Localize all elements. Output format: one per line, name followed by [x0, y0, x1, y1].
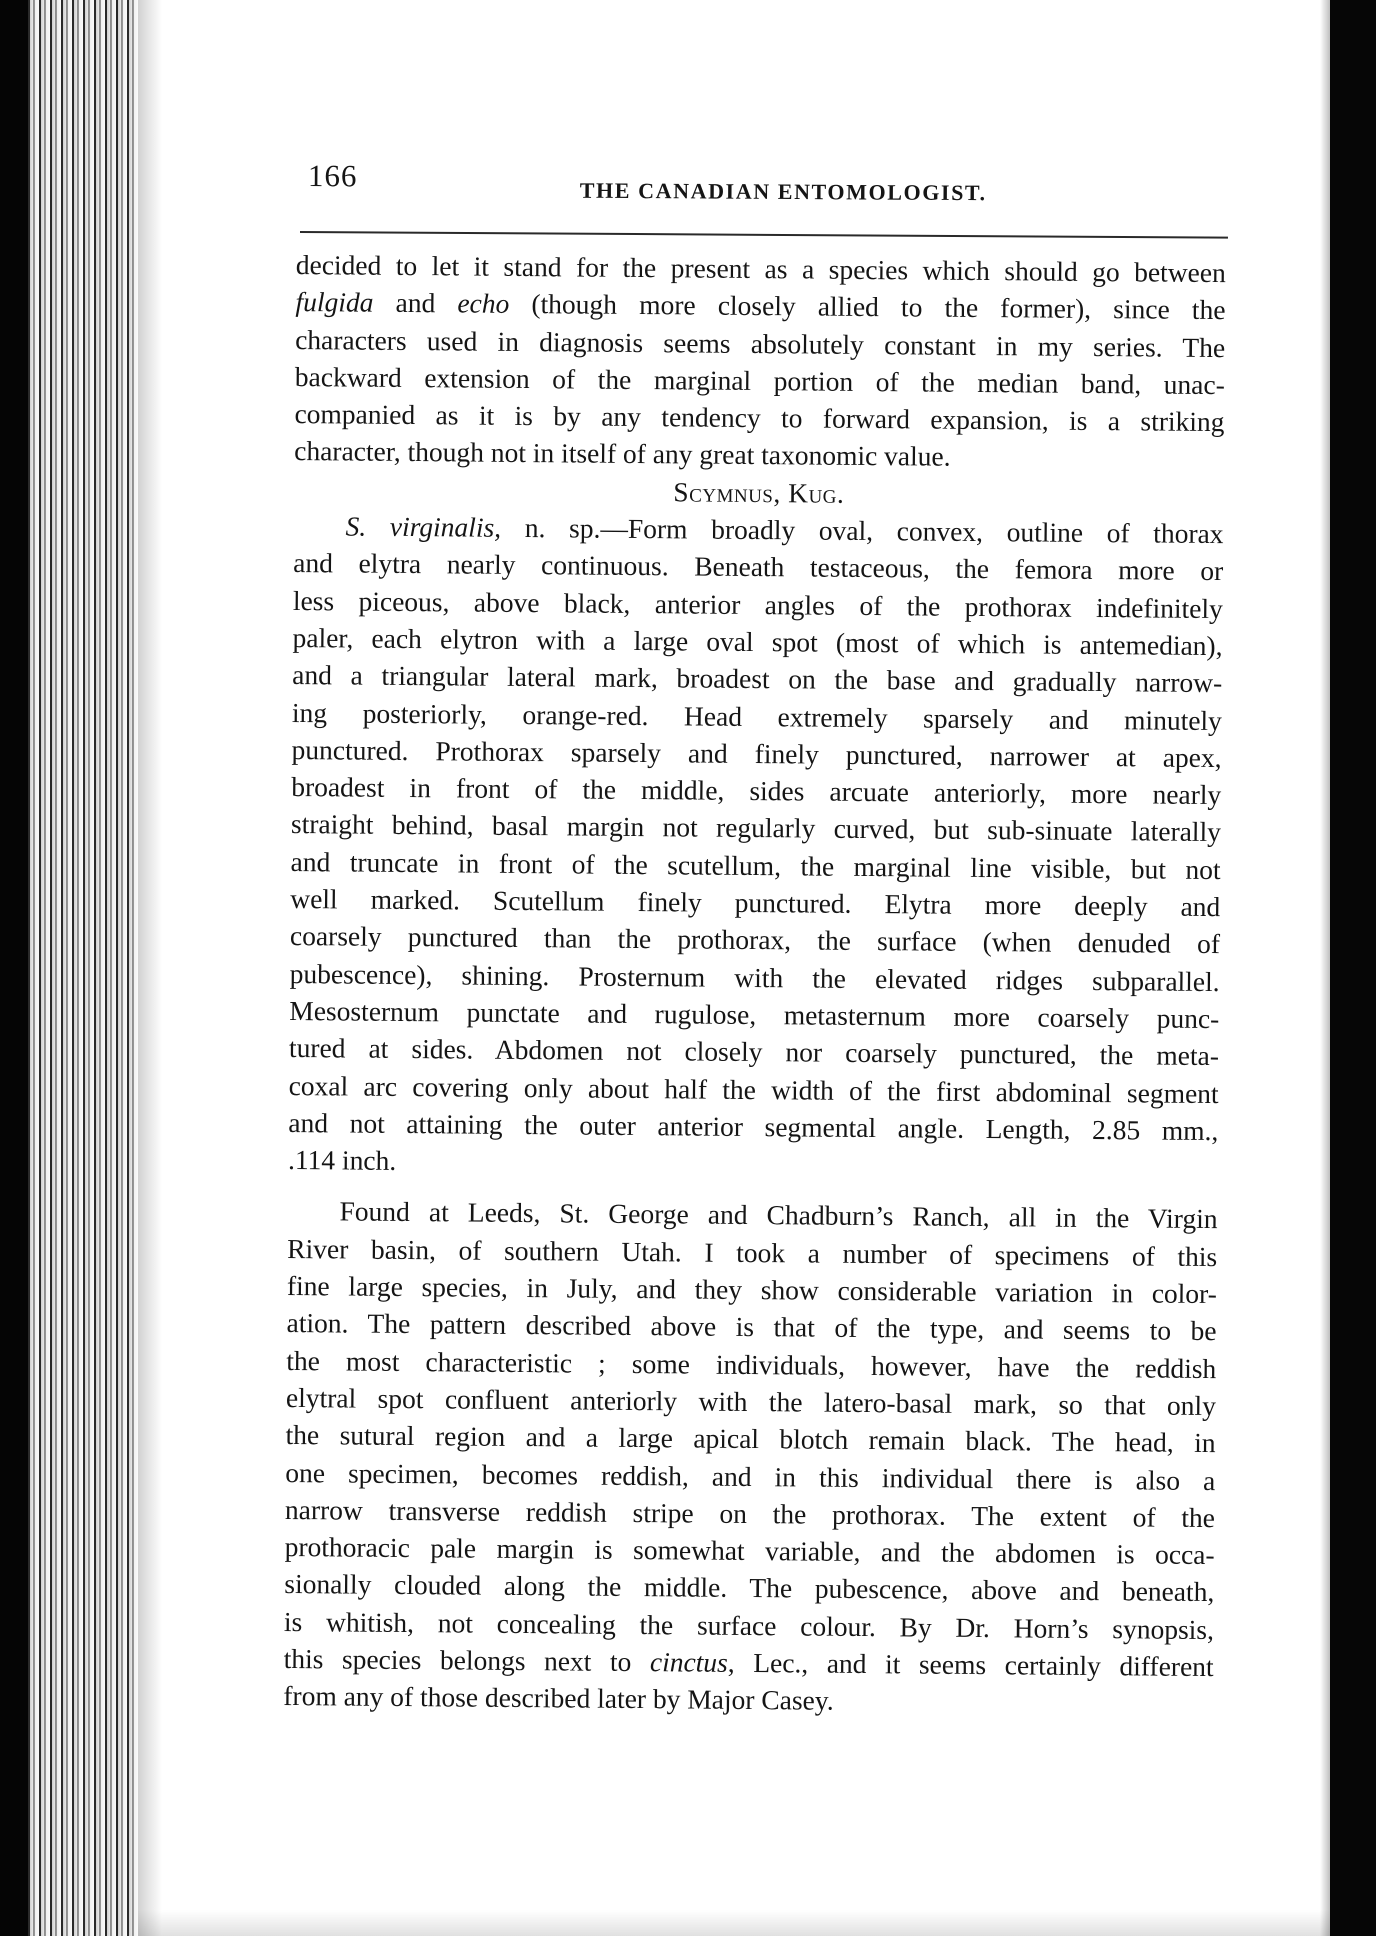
text-line: .114 inch. [287, 1144, 397, 1177]
text-run: and [373, 286, 458, 319]
species-name-cinctus: cinctus [649, 1646, 728, 1678]
species-name-fulgida: fulgida [295, 286, 374, 318]
text-run: River basin, of southern Utah. I took a number of specimens of this [287, 1232, 1218, 1272]
text-line: and a triangular lateral mark, broadest on the base and gradually narrow- [292, 659, 1223, 699]
text-run: decided to let it stand for the present as a species which should go between [295, 248, 1226, 289]
text-line: tured at sides. Abdomen not closely nor coarsely punctured, the meta- [288, 1032, 1220, 1072]
text-line: paler, each elytron with a large oval spot (most of which is antemedian), [292, 621, 1223, 662]
text-run: characters used in diagnosis seems absolutely constant in my series. The [295, 323, 1226, 363]
text-run: the sutural region and a large apical blotch remain black. The head, in [285, 1419, 1216, 1459]
header-rule [300, 231, 1228, 239]
text-run: elytral spot confluent anteriorly with the latero-basal mark, so that only [285, 1381, 1217, 1421]
running-head [300, 158, 1230, 214]
text-run: Found at Leeds, St. George and Chadburn’s Ranch, all in the Virgin [339, 1195, 1218, 1235]
species-name-virginalis: S. virginalis, [345, 510, 502, 543]
book-page-edges [28, 0, 138, 1936]
text-line [283, 1677, 1213, 1722]
page-shadow-bottom [138, 1910, 1330, 1936]
species-name-echo: echo [457, 287, 510, 320]
journal-title: THE CANADIAN ENTOMOLOGIST. [579, 177, 987, 206]
page-number: 166 [307, 158, 358, 194]
text-line: straight behind, basal margin not regularly curved, but sub-sinuate laterally [290, 808, 1222, 848]
text-line: pubescence), shining. Prosternum with the elevated ridges subparallel. [289, 957, 1220, 997]
text-line: well marked. Scutellum finely punctured. Elytra more deeply and [290, 883, 1221, 923]
text-run: n. sp.—Form broadly oval, convex, outline of thorax [500, 511, 1224, 550]
text-run: one specimen, becomes reddish, and in this individual there is also a [285, 1456, 1216, 1496]
paragraph-intro [294, 246, 1226, 478]
text-run: fine large species, in July, and they show considerable variation in color- [286, 1269, 1218, 1310]
text-line: coarsely punctured than the prothorax, the surface (when denuded of [289, 920, 1221, 960]
text-line: less piceous, above black, anterior angles of the prothorax indefinitely [292, 584, 1224, 624]
page-shadow-right [1320, 0, 1330, 1936]
text-run: from any of those described later by Major Casey. [283, 1680, 834, 1717]
paragraph-distribution [283, 1192, 1218, 1722]
text-run: sionally clouded along the middle. The pubescence, above and beneath, [284, 1568, 1215, 1608]
scan-border-right [1330, 0, 1376, 1936]
genus-heading: Scymnus, Kug. [673, 476, 845, 509]
text-run: backward extension of the marginal portion of the median band, unac- [294, 360, 1225, 401]
text-run: this species belongs next to [283, 1642, 651, 1678]
text-run: companied as it is by any tendency to forward expansion, is a striking [294, 398, 1225, 438]
text-run: , Lec., and it seems certainly different [727, 1646, 1214, 1683]
text-line: broadest in front of the middle, sides arcuate anteriorly, more nearly [291, 771, 1222, 811]
text-run: (though more closely allied to the former), since the [509, 288, 1226, 326]
page-body [283, 246, 1226, 1723]
text-line: ing posteriorly, orange-red. Head extremely sparsely and minutely [291, 696, 1223, 736]
text-run: narrow transverse reddish stripe on the prothorax. The extent of the [284, 1493, 1216, 1533]
text-line: and truncate in front of the scutellum, the marginal line visible, but not [290, 845, 1221, 885]
text-line: and not attaining the outer anterior segmental angle. Length, 2.85 mm., [288, 1106, 1219, 1146]
text-line: punctured. Prothorax sparsely and finely punctured, narrower at apex, [291, 733, 1222, 773]
text-run: the most characteristic ; some individuals, however, have the reddish [286, 1344, 1217, 1384]
species-description [288, 507, 1224, 1186]
text-run: is whitish, not concealing the surface colour. By Dr. Horn’s synopsis, [283, 1605, 1215, 1645]
scan-border-left [0, 0, 28, 1936]
text-run: character, though not in itself of any great taxonomic value. [294, 435, 951, 473]
text-run: ation. The pattern described above is that of the type, and seems to be [286, 1307, 1217, 1347]
text-line: and elytra nearly continuous. Beneath testaceous, the femora more or [293, 547, 1224, 587]
text-run: prothoracic pale margin is somewhat variable, and the abdomen is occa- [284, 1531, 1215, 1571]
text-line: Mesosternum punctate and rugulose, metasternum more coarsely punc- [289, 994, 1220, 1035]
text-line: coxal arc covering only about half the width of the first abdominal segment [288, 1069, 1219, 1109]
